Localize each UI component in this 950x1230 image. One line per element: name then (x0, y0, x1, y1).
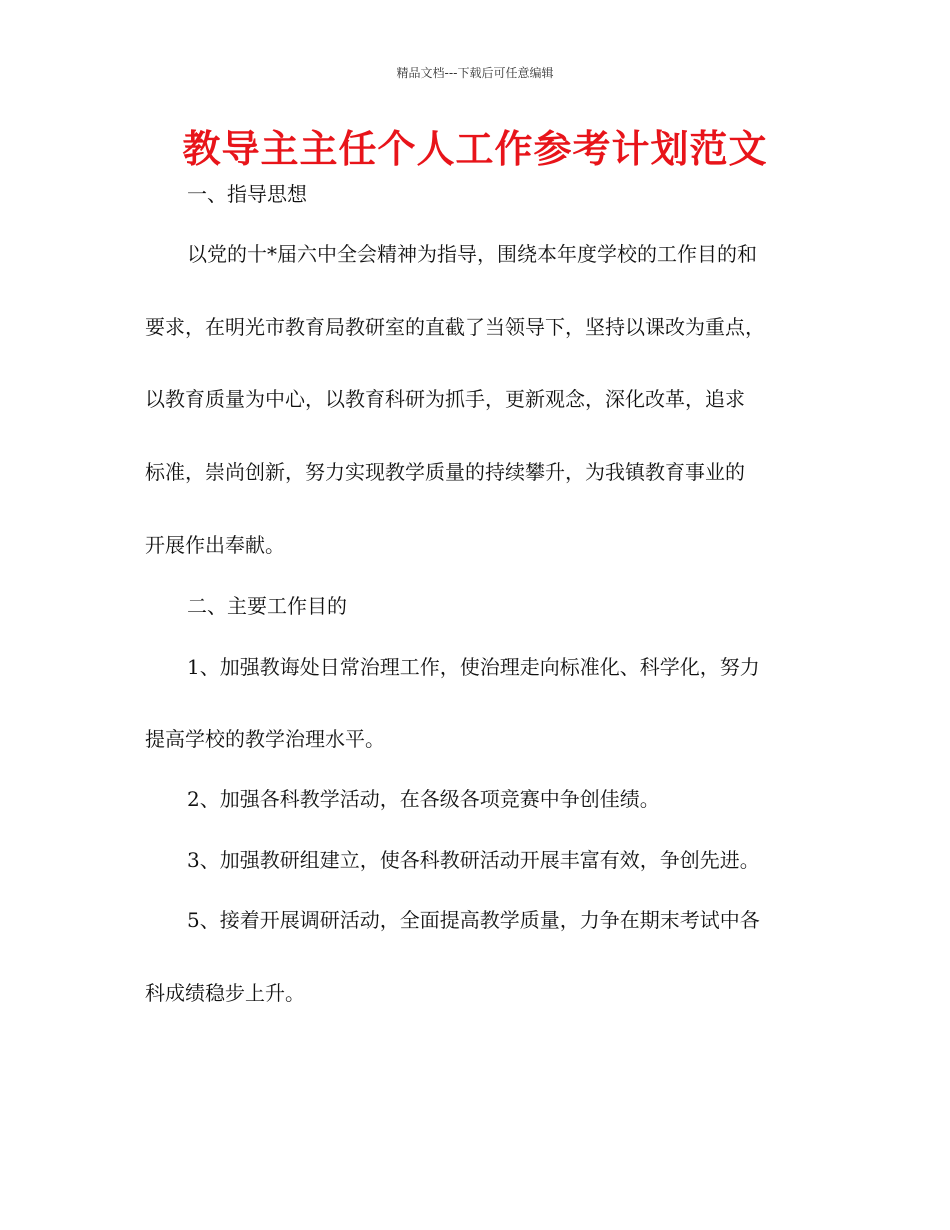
paragraph-line: 开展作出奉献。 (145, 533, 285, 557)
list-item-line: 2、加强各科教学活动，在各级各项竞赛中争创佳绩。 (187, 787, 660, 811)
list-item-line: 科成绩稳步上升。 (145, 981, 305, 1005)
paragraph-line: 标准，崇尚创新，努力实现教学质量的持续攀升，为我镇教育事业的 (145, 460, 745, 484)
paragraph-line: 以党的十*届六中全会精神为指导，围绕本年度学校的工作目的和 (187, 242, 757, 266)
list-item-line: 5、接着开展调研活动，全面提高教学质量，力争在期末考试中各 (187, 908, 760, 932)
document-title: 教导主主任个人工作参考计划范文 (182, 127, 768, 171)
paragraph-line: 要求，在明光市教育局教研室的直截了当领导下，坚持以课改为重点， (145, 315, 765, 339)
list-item-line: 提高学校的教学治理水平。 (145, 727, 385, 751)
header-note: 精品文档---下载后可任意编辑 (396, 66, 554, 80)
list-item-line: 1、加强教诲处日常治理工作，使治理走向标准化、科学化，努力 (187, 655, 760, 679)
section-heading-guiding-ideology: 一、指导思想 (187, 182, 307, 206)
list-item-line: 3、加强教研组建立，使各科教研活动开展丰富有效，争创先进。 (187, 848, 760, 872)
paragraph-line: 以教育质量为中心，以教育科研为抓手，更新观念，深化改革，追求 (145, 387, 745, 411)
section-heading-main-goals: 二、主要工作目的 (187, 594, 347, 618)
